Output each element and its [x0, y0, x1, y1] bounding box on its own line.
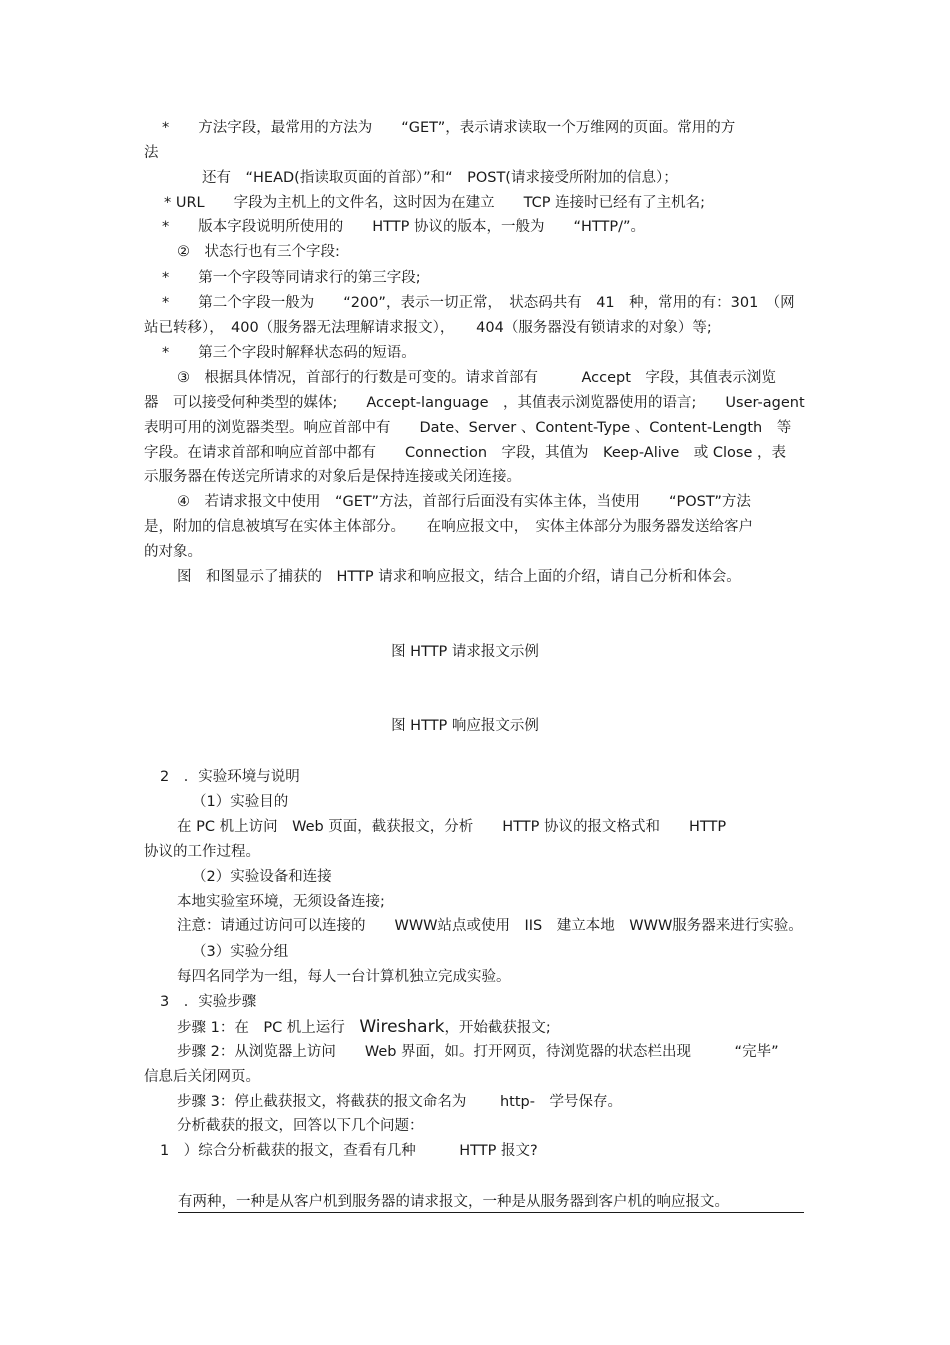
text-line: 法 [144, 145, 159, 161]
text-line: 分析截获的报文，回答以下几个问题： [177, 1118, 424, 1134]
text-line: ② 状态行也有三个字段: [177, 244, 340, 260]
text-line: 本地实验室环境，无须设备连接; [177, 894, 385, 910]
text-line: 信息后关闭网页。 [144, 1069, 260, 1085]
text-line: * URL 字段为主机上的文件名，这时因为在建立 TCP 连接时已经有了主机名; [164, 195, 705, 211]
text-line: 协议的工作过程。 [144, 844, 260, 860]
text-line: 字段。在请求首部和响应首部中都有 Connection 字段，其值为 Keep-Alive 或 Close ，表 [144, 445, 786, 461]
text-line: 注意：请通过访问可以连接的 WWW站点或使用 IIS 建立本地 WWW服务器来进行实验。 [177, 918, 803, 934]
section-heading: 3 ．实验步骤 [160, 994, 257, 1010]
step-line [177, 1017, 551, 1038]
step1-prefix: 步骤 1：在 PC 机上运行 [177, 1020, 360, 1036]
section-heading: 2 ．实验环境与说明 [160, 769, 300, 785]
text-line: 在 PC 机上访问 Web 页面，截获报文，分析 HTTP 协议的报文格式和 HTTP [177, 819, 727, 835]
subsection-title: （2）实验设备和连接 [192, 869, 332, 885]
figure-caption-request: 图 HTTP 请求报文示例 [391, 644, 539, 660]
figure-caption-response: 图 HTTP 响应报文示例 [391, 718, 539, 734]
question-line: 1 ）综合分析截获的报文，查看有几种 HTTP 报文? [160, 1143, 538, 1159]
text-line: 每四名同学为一组，每人一台计算机独立完成实验。 [177, 969, 511, 985]
text-line: * 方法字段，最常用的方法为 “GET”，表示请求读取一个万维网的页面。常用的方 [162, 120, 736, 136]
text-line: * 第一个字段等同请求行的第三字段; [162, 270, 421, 286]
subsection-title: （1）实验目的 [192, 794, 289, 810]
text-line: * 第二个字段一般为 “200”，表示一切正常， 状态码共有 41 种，常用的有：301 （网 [162, 295, 795, 311]
text-line: 的对象。 [144, 544, 202, 560]
answer-line: 有两种，一种是从客户机到服务器的请求报文，一种是从服务器到客户机的响应报文。 [178, 1192, 804, 1213]
step-line: 步骤 3：停止截获报文，将截获的报文命名为 http- 学号保存。 [177, 1094, 622, 1110]
text-line: 是，附加的信息被填写在实体主体部分。 在响应报文中， 实体主体部分为服务器发送给客户 [144, 519, 753, 535]
text-line: 器 可以接受何种类型的媒体; Accept-language ，其值表示浏览器使用的语言; User-agent [144, 395, 805, 411]
text-line: ③ 根据具体情况，首部行的行数是可变的。请求首部有 Accept 字段，其值表示浏览 [177, 370, 776, 386]
step1-suffix: ，开始截获报文; [444, 1020, 551, 1036]
text-line: ④ 若请求报文中使用 “GET”方法，首部行后面没有实体主体，当使用 “POST”方法 [177, 494, 751, 510]
step-line: 步骤 2：从浏览器上访问 Web 界面，如。打开网页，待浏览器的状态栏出现 “完毕” [177, 1044, 779, 1060]
text-line: 站已转移）， 400（服务器无法理解请求报文）， 404（服务器没有锁请求的对象）等; [144, 320, 712, 336]
wireshark-app-name: Wireshark [359, 1017, 445, 1037]
text-line: 表明可用的浏览器类型。响应首部中有 Date、Server 、Content-Type 、Content-Length 等 [144, 420, 792, 436]
text-line: * 第三个字段时解释状态码的短语。 [162, 345, 416, 361]
text-line: 示服务器在传送完所请求的对象后是保持连接或关闭连接。 [144, 469, 521, 485]
text-line: 还有 “HEAD(指读取页面的首部）”和“ POST(请求接受所附加的信息）； [202, 170, 678, 186]
text-line: 图 和图显示了捕获的 HTTP 请求和响应报文，结合上面的介绍，请自己分析和体会。 [177, 569, 741, 585]
text-line: * 版本字段说明所使用的 HTTP 协议的版本，一般为 “HTTP/”。 [162, 219, 645, 235]
subsection-title: （3）实验分组 [192, 944, 289, 960]
